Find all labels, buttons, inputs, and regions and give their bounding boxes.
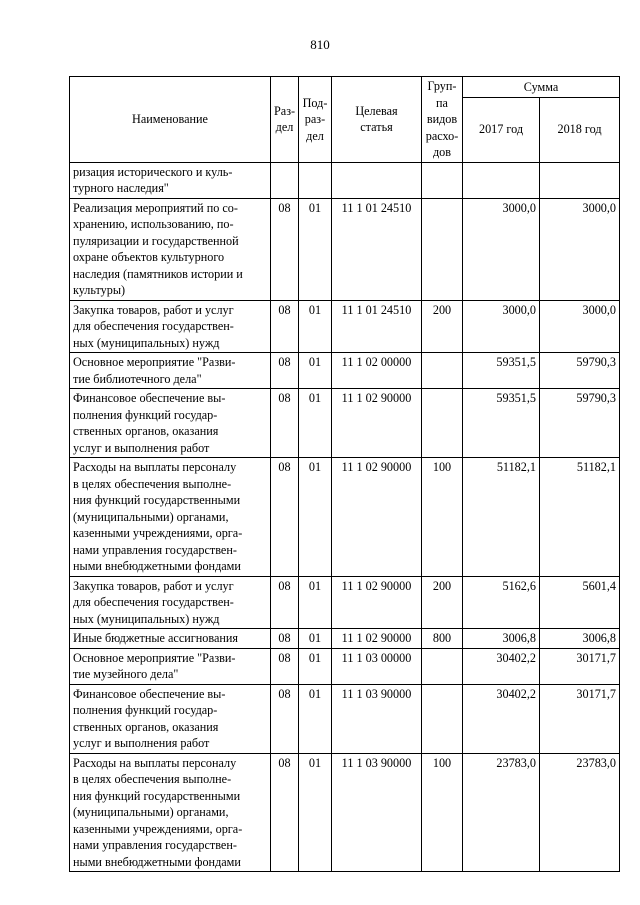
row-section: 08: [271, 458, 299, 577]
row-sum-2017: 23783,0: [463, 753, 540, 872]
row-group: [422, 198, 463, 300]
row-target: 11 1 01 24510: [332, 198, 422, 300]
row-subsection: 01: [299, 648, 332, 684]
row-section: 08: [271, 300, 299, 353]
row-group: [422, 648, 463, 684]
table-row: [70, 353, 620, 389]
row-name: Реализация мероприятий по со- хранению, использованию, по- пуляризации и государственной охране объектов культурного наследия (памятников истории и культуры): [70, 198, 271, 300]
row-group: 800: [422, 629, 463, 649]
row-subsection: 01: [299, 353, 332, 389]
header-target: Целевая статья: [332, 77, 422, 163]
row-target: 11 1 02 00000: [332, 353, 422, 389]
row-sum-2018: 30171,7: [540, 684, 620, 753]
row-group: [422, 389, 463, 458]
row-name: ризация исторического и куль- турного наследия": [70, 162, 271, 198]
header-section: Раз- дел: [271, 77, 299, 163]
header-group: Груп- па видов расхо- дов: [422, 77, 463, 163]
row-name: Закупка товаров, работ и услуг для обеспечения государствен- ных (муниципальных) нужд: [70, 300, 271, 353]
row-subsection: 01: [299, 198, 332, 300]
row-target: 11 1 02 90000: [332, 629, 422, 649]
table-row: [70, 198, 620, 300]
row-sum-2018: 23783,0: [540, 753, 620, 872]
row-target: 11 1 01 24510: [332, 300, 422, 353]
row-sum-2018: [540, 162, 620, 198]
row-subsection: 01: [299, 458, 332, 577]
row-subsection: 01: [299, 753, 332, 872]
header-year-2018: 2018 год: [540, 97, 620, 162]
row-target: 11 1 02 90000: [332, 576, 422, 629]
row-section: 08: [271, 353, 299, 389]
row-sum-2017: 30402,2: [463, 648, 540, 684]
row-sum-2017: 3006,8: [463, 629, 540, 649]
row-target: 11 1 03 00000: [332, 648, 422, 684]
row-section: 08: [271, 576, 299, 629]
row-section: 08: [271, 629, 299, 649]
row-group: [422, 684, 463, 753]
row-sum-2017: 51182,1: [463, 458, 540, 577]
table-row: [70, 458, 620, 577]
row-sum-2017: 30402,2: [463, 684, 540, 753]
row-subsection: 01: [299, 300, 332, 353]
header-sum: Сумма: [463, 77, 620, 98]
table-row: [70, 629, 620, 649]
row-sum-2017: 5162,6: [463, 576, 540, 629]
row-section: 08: [271, 648, 299, 684]
row-name: Расходы на выплаты персоналу в целях обеспечения выполне- ния функций государственными (муниципальными) органами, казенными учреждениями, орга- нами управления государствен- ными внебюджетными фондами: [70, 458, 271, 577]
row-sum-2018: 3000,0: [540, 198, 620, 300]
row-subsection: [299, 162, 332, 198]
header-name: Наименование: [70, 77, 271, 163]
row-target: [332, 162, 422, 198]
row-group: 100: [422, 753, 463, 872]
table-row: [70, 162, 620, 198]
row-subsection: 01: [299, 684, 332, 753]
row-sum-2018: 51182,1: [540, 458, 620, 577]
row-subsection: 01: [299, 576, 332, 629]
table-row: [70, 648, 620, 684]
row-subsection: 01: [299, 389, 332, 458]
row-sum-2018: 5601,4: [540, 576, 620, 629]
table-header: [70, 77, 620, 163]
row-sum-2017: 59351,5: [463, 389, 540, 458]
row-sum-2017: [463, 162, 540, 198]
row-name: Иные бюджетные ассигнования: [70, 629, 271, 649]
row-sum-2018: 3000,0: [540, 300, 620, 353]
row-sum-2018: 30171,7: [540, 648, 620, 684]
table-body: [70, 162, 620, 872]
row-sum-2017: 3000,0: [463, 300, 540, 353]
budget-table: [69, 76, 620, 872]
row-sum-2018: 3006,8: [540, 629, 620, 649]
row-name: Основное мероприятие "Разви- тие музейного дела": [70, 648, 271, 684]
row-section: 08: [271, 198, 299, 300]
page-number: 810: [310, 37, 330, 52]
table-row: [70, 684, 620, 753]
row-subsection: 01: [299, 629, 332, 649]
row-section: 08: [271, 753, 299, 872]
row-target: 11 1 02 90000: [332, 458, 422, 577]
table-row: [70, 300, 620, 353]
row-name: Финансовое обеспечение вы- полнения функций государ- ственных органов, оказания услуг и выполнения работ: [70, 389, 271, 458]
row-group: [422, 353, 463, 389]
row-sum-2017: 59351,5: [463, 353, 540, 389]
row-sum-2017: 3000,0: [463, 198, 540, 300]
row-target: 11 1 03 90000: [332, 684, 422, 753]
row-name: Закупка товаров, работ и услуг для обеспечения государствен- ных (муниципальных) нужд: [70, 576, 271, 629]
table-row: [70, 389, 620, 458]
row-name: Расходы на выплаты персоналу в целях обеспечения выполне- ния функций государственными (муниципальными) органами, казенными учреждениями, орга- нами управления государствен- ными внебюджетными фондами: [70, 753, 271, 872]
row-target: 11 1 02 90000: [332, 389, 422, 458]
row-group: 100: [422, 458, 463, 577]
row-group: 200: [422, 576, 463, 629]
row-group: 200: [422, 300, 463, 353]
row-sum-2018: 59790,3: [540, 389, 620, 458]
row-section: [271, 162, 299, 198]
table-row: [70, 753, 620, 872]
header-subsection: Под- раз- дел: [299, 77, 332, 163]
table-row: [70, 576, 620, 629]
header-year-2017: 2017 год: [463, 97, 540, 162]
row-section: 08: [271, 389, 299, 458]
row-name: Финансовое обеспечение вы- полнения функций государ- ственных органов, оказания услуг и выполнения работ: [70, 684, 271, 753]
row-target: 11 1 03 90000: [332, 753, 422, 872]
row-sum-2018: 59790,3: [540, 353, 620, 389]
row-section: 08: [271, 684, 299, 753]
row-group: [422, 162, 463, 198]
row-name: Основное мероприятие "Разви- тие библиотечного дела": [70, 353, 271, 389]
